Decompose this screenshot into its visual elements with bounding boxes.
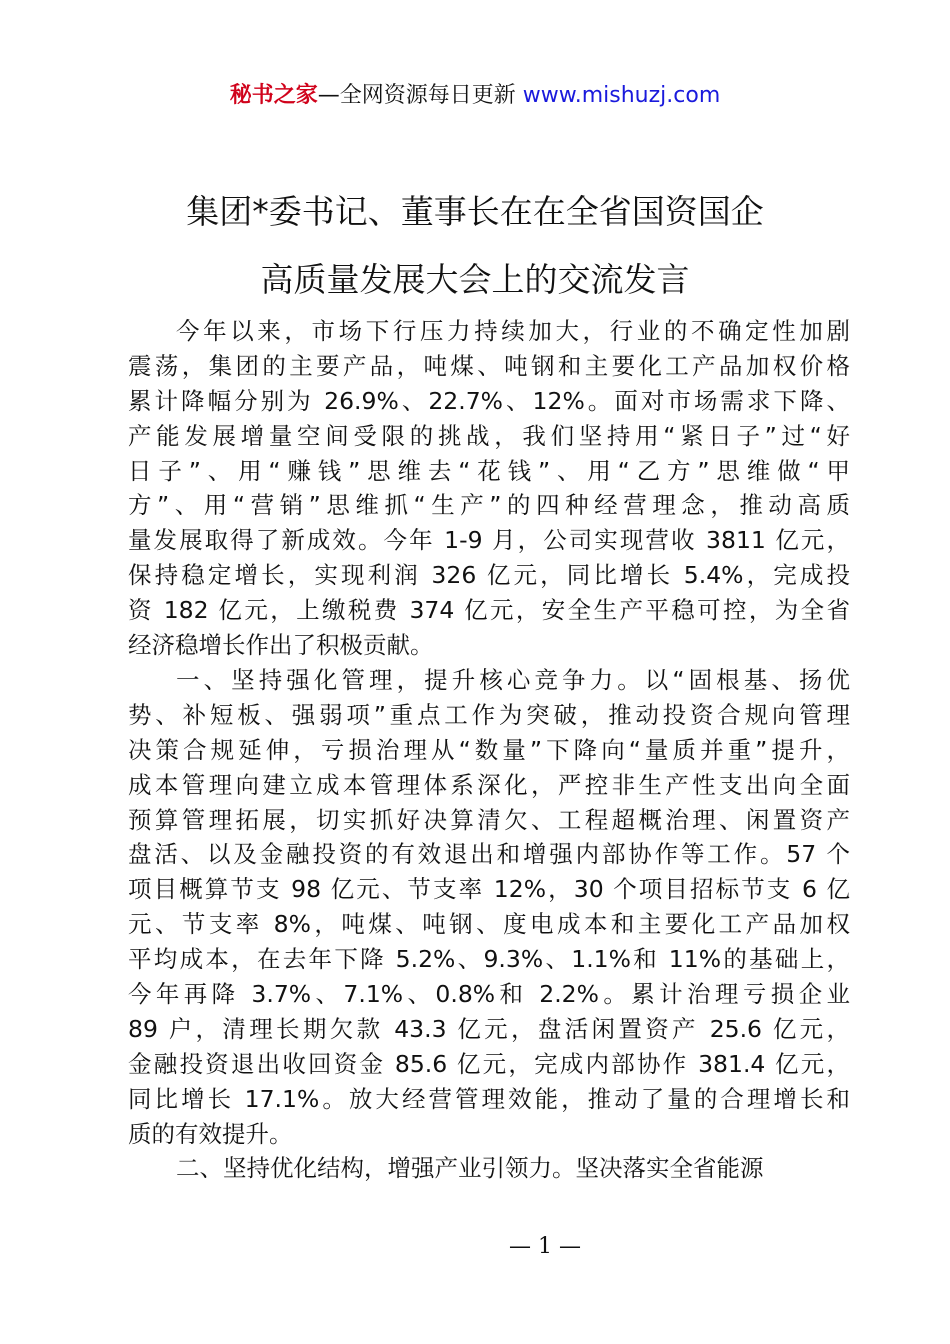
brand-name: 秘书之家 bbox=[229, 83, 318, 108]
text-line: 项目概算节支 98 亿元、节支率 12%，30 个项目招标节支 6 亿 bbox=[128, 875, 850, 904]
text-line: 震荡，集团的主要产品，吨煤、吨钢和主要化工产品加权价格 bbox=[128, 351, 850, 380]
paragraph-section-2 bbox=[128, 1151, 850, 1186]
text-line: 产能发展增量空间受限的挑战，我们坚持用“紧日子”过“好 bbox=[128, 421, 850, 450]
page-number: — 1 — bbox=[509, 1234, 581, 1259]
text-line: 方”、用“营销”思维抓“生产”的四种经营理念，推动高质 bbox=[128, 491, 850, 520]
text-line: 日子”、用“赚钱”思维去“花钱”、用“乙方”思维做“甲 bbox=[128, 456, 850, 485]
site-url-link[interactable]: www.mishuzj.com bbox=[522, 83, 721, 108]
text-line: 一、坚持强化管理，提升核心竞争力。以“固根基、扬优 bbox=[176, 666, 850, 694]
site-header bbox=[0, 80, 950, 112]
text-line: 今年以来，市场下行压力持续加大，行业的不确定性加剧 bbox=[176, 317, 850, 345]
text-line: 今年再降 3.7%、7.1%、0.8%和 2.2%。累计治理亏损企业 bbox=[128, 980, 850, 1009]
text-line: 量发展取得了新成效。今年 1-9 月，公司实现营收 3811 亿元， bbox=[128, 526, 850, 555]
text-line: 同比增长 17.1%。放大经营管理效能，推动了量的合理增长和 bbox=[128, 1084, 850, 1113]
text-line: 89 户，清理长期欠款 43.3 亿元，盘活闲置资产 25.6 亿元， bbox=[128, 1014, 850, 1043]
text-line: 预算管理拓展，切实抓好决算清欠、工程超概治理、闲置资产 bbox=[128, 805, 850, 834]
text-line: 资 182 亿元，上缴税费 374 亿元，安全生产平稳可控，为全省 bbox=[128, 596, 850, 625]
text-line: 二、坚持优化结构，增强产业引领力。坚决落实全省能源 bbox=[176, 1154, 764, 1182]
text-line: 累计降幅分别为 26.9%、22.7%、12%。面对市场需求下降、 bbox=[128, 386, 850, 415]
text-line: 金融投资退出收回资金 85.6 亿元，完成内部协作 381.4 亿元， bbox=[128, 1049, 850, 1078]
paragraph-section-1 bbox=[128, 663, 850, 1151]
text-line: 势、补短板、强弱项”重点工作为突破，推动投资合规向管理 bbox=[128, 700, 850, 729]
text-line: 成本管理向建立成本管理体系深化，严控非生产性支出向全面 bbox=[128, 770, 850, 799]
text-line: 经济稳增长作出了积极贡献。 bbox=[128, 631, 434, 660]
header-tagline: —全网资源每日更新 bbox=[317, 83, 523, 108]
text-line: 盘活、以及金融投资的有效退出和增强内部协作等工作。57 个 bbox=[128, 840, 850, 869]
document-title-line-1: 集团*委书记、董事长在在全省国资国企 bbox=[186, 192, 764, 231]
document-title-line-2: 高质量发展大会上的交流发言 bbox=[260, 260, 690, 299]
paragraph-intro bbox=[128, 314, 850, 663]
text-line: 平均成本，在去年下降 5.2%、9.3%、1.1%和 11%的基础上， bbox=[128, 945, 850, 974]
text-line: 保持稳定增长，实现利润 326 亿元，同比增长 5.4%，完成投 bbox=[128, 561, 850, 590]
text-line: 决策合规延伸，亏损治理从“数量”下降向“量质并重”提升， bbox=[128, 735, 850, 764]
text-line: 质的有效提升。 bbox=[128, 1119, 293, 1148]
text-line: 元、节支率 8%，吨煤、吨钢、度电成本和主要化工产品加权 bbox=[128, 910, 850, 939]
